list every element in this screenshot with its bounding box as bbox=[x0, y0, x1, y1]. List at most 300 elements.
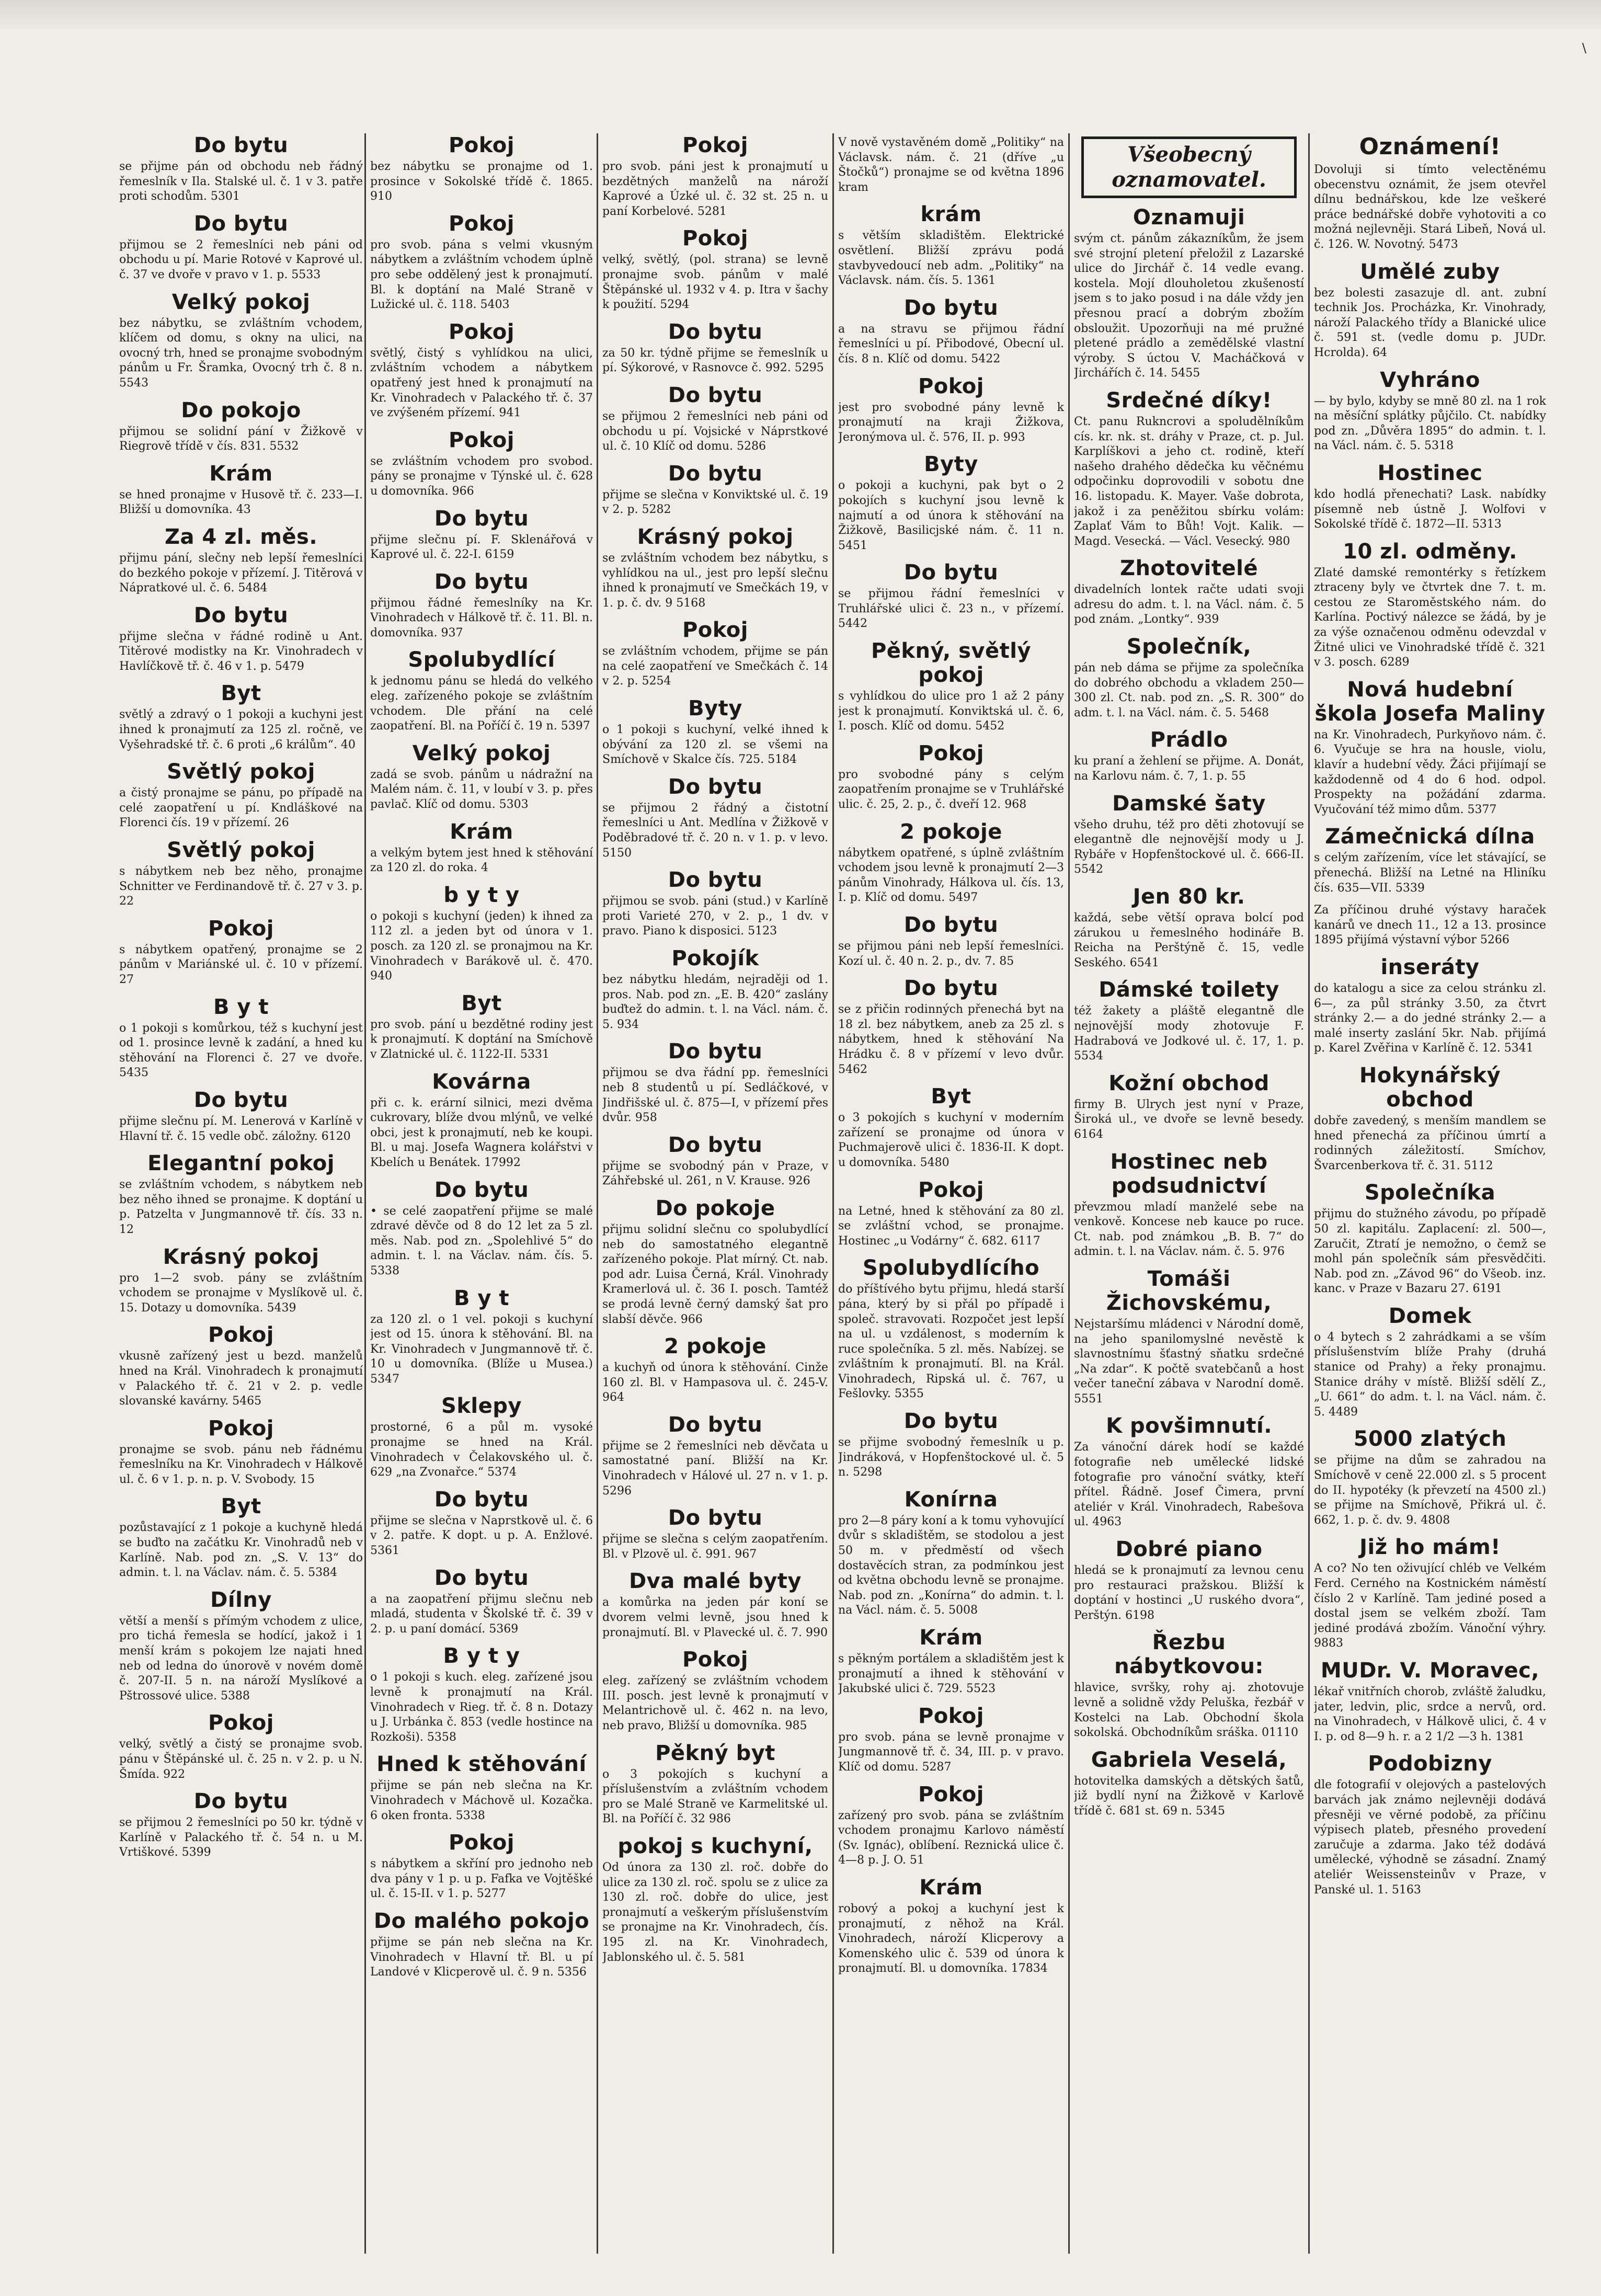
classified-ad bbox=[370, 212, 593, 313]
classified-ad bbox=[370, 320, 593, 421]
ad-heading: Vyhráno bbox=[1380, 368, 1480, 392]
ad-body: Za vánoční dárek hodí se každé fotografie neb umělecké lidské fotografie pro vánoční svátky, kteří přítel. Řádně. Josef Čimera, první ateliér v Král. Vinohradech, Rabešova ul. 4963 bbox=[1074, 1441, 1304, 1529]
ad-body: velký, světlý, (pol. strana) se levně pronajme svob. pánům v malé Štěpánské ul. 1932 v 4. p. Itra v šachy k použití. 5294 bbox=[602, 253, 828, 312]
ad-body: se přijme na dům se zahradou na Smíchově v ceně 22.000 zl. s 5 procent do II. hypotéky (k převzetí na 4500 zl.) se přijme na Smíchově, Přikrá ul. č. 662, 1. p. č. dv. 9. 4808 bbox=[1314, 1454, 1546, 1527]
ad-body: pán neb dáma se přijme za společníka do dobrého obchodu a vkladem 250—300 zl. Ct. nab. pod zn. „S. R. 300“ do adm. t. l. na Václ. nám. č. 5. 5468 bbox=[1074, 661, 1304, 719]
ad-body: a velkým bytem jest hned k stěhování za 120 zl. do roka. 4 bbox=[370, 846, 593, 875]
ad-body: bez nábytku se pronajme od 1. prosince v Sokolské třídě č. 1865. 910 bbox=[370, 160, 593, 203]
classified-ad bbox=[1074, 728, 1304, 784]
ad-body: též žakety a pláště elegantně dle nejnovější mody zhotovuje F. Hadrabová ve Jodkové ul. č. 17, 1. p. 5534 bbox=[1074, 1004, 1304, 1063]
ad-body: divadelních lontek račte udati svoji adresu do adm. t. l. na Václ. nám. č. 5 pod znám. „Lontky“. 939 bbox=[1074, 583, 1304, 626]
ad-body: se přijmou 2 řemeslníci po 50 kr. týdně v Karlíně v Palackého tř. č. 54 n. u M. Vrtiškové. 5399 bbox=[119, 1816, 363, 1859]
classified-ad bbox=[1074, 205, 1304, 381]
ad-heading: Spolubydlícího bbox=[862, 1256, 1040, 1281]
classified-ad bbox=[1314, 1659, 1546, 1744]
ad-heading: Byt bbox=[461, 991, 502, 1015]
classified-ad bbox=[1074, 978, 1304, 1064]
ad-heading: Pokoj bbox=[448, 1831, 514, 1855]
ad-heading: Dva malé byty bbox=[628, 1569, 802, 1594]
classified-ad bbox=[370, 1178, 593, 1279]
ad-body: s vyhlídkou do ulice pro 1 až 2 pány jest k pronajmutí. Konviktská ul. č. 6, I. posch. Klíč od domu. 5452 bbox=[838, 690, 1064, 733]
ad-heading: 10 zl. odměny. bbox=[1343, 539, 1517, 564]
ad-body: pro svob. pání u bezdětné rodiny jest k pronajmutí. K doptání na Smíchově v Zlatnické ul. č. 1122-II. 5331 bbox=[370, 1018, 593, 1061]
classified-ad bbox=[602, 696, 828, 768]
ad-body: do příštívého bytu přijmu, hledá starší pána, který by si přál po případě i společ. stravovati. Rozpočet jest lepší na ul. u vzdálenost, s moderním k ruce společníka. 5 zl. měs. Nabízej. se zvláštním k pronajmutí. Bl. na Král. Vinohradech, Ripská ul. č. 767, u Fešlovky. 5355 bbox=[838, 1283, 1064, 1401]
classified-ad bbox=[1314, 1427, 1546, 1528]
ad-body: pro 2—8 páry koní a k tomu vyhovující dvůr s skladištěm, se stodolou a jest 50 m. v předměstí od všech dostavěcích stran, za podmínkou jest od května obchodu levně se pronajme. Nab. pod zn. „Konírna“ do admin. t. l. na Václ. nám. č. 5. 5008 bbox=[838, 1514, 1064, 1617]
classified-ad bbox=[370, 1644, 593, 1745]
ad-heading: Pokojík bbox=[671, 946, 759, 970]
ad-heading: Elegantní pokoj bbox=[147, 1151, 335, 1176]
ad-body: ku praní a žehlení se přijme. A. Donát, na Karlovu nám. č. 7, 1. p. 55 bbox=[1074, 755, 1304, 783]
ad-heading: Do bytu bbox=[434, 506, 529, 531]
ad-heading: Do bytu bbox=[668, 774, 763, 799]
classified-ad bbox=[119, 1711, 363, 1782]
ad-body: a čistý pronajme se pánu, po případě na celé zaopatření u pí. Kndláškové na Florenci čís. 19 v přízemí. 26 bbox=[119, 786, 363, 830]
classified-ad bbox=[838, 561, 1064, 632]
ad-heading: Do bytu bbox=[434, 569, 529, 594]
classified-ad bbox=[602, 775, 828, 861]
classified-ad bbox=[838, 1704, 1064, 1775]
ad-heading: MUDr. V. Moravec, bbox=[1320, 1658, 1540, 1683]
ad-heading: Hostinec bbox=[1377, 461, 1483, 485]
column-5 bbox=[1074, 133, 1304, 2256]
ad-body: — by bylo, kdyby se mně 80 zl. na 1 rok na měsíční splátky půjčilo. Ct. nabídky pod zn. „Důvěra 1895“ do admin. t. l. na Václ. nám. č. 5. 5318 bbox=[1314, 394, 1546, 453]
ad-heading: Krám bbox=[919, 1875, 983, 1900]
ad-heading: Do bytu bbox=[193, 603, 289, 627]
ad-body: na Kr. Vinohradech, Purkyňovo nám. č. 6. Vyučuje se hra na housle, violu, klavír a hudební vědy. Žáci přijímají se každodenně od 4 do 6 hod. odpol. Prospekty na požádání zdarma. Vyučování též mimo dům. 5377 bbox=[1314, 728, 1546, 816]
ad-heading: Hostinec neb podsudnictví bbox=[1110, 1149, 1268, 1198]
ad-body: pro svob. páni jest k pronajmutí u bezdětných manželů na nároží Kaprové a Úzké ul. č. 32 st. 25 n. u paní Korbelové. 5281 bbox=[602, 160, 828, 218]
classified-ad bbox=[602, 226, 828, 312]
ad-body: • se celé zaopatření přijme se malé zdravé děvče od 8 do 12 let za 5 zl. měs. Nab. pod zn. „Spolehlivé 5“ do admin. t. l. na Václav. nám. čís. 5. 5338 bbox=[370, 1204, 593, 1277]
classified-ad bbox=[119, 838, 363, 909]
ad-heading: Dílny bbox=[210, 1587, 272, 1612]
ad-body: přijme se pán neb slečna na Kr. Vinohradech v Máchově ul. Kozačka. 6 oken fronta. 5338 bbox=[370, 1779, 593, 1822]
classified-ad bbox=[1314, 903, 1546, 948]
ad-body: Ct. panu Rukncrovi a spoludělníkům cís. kr. nk. st. dráhy v Praze, ct. p. Jul. Karplíškovi a jeho ct. rodině, kteří našeho drahého dědečka ku věčnému odpočinku doprovodili v sobotu dne 16. listopadu. K. Mayer. Vaše dobrota, jakož i za peněžitou sbírku volám: Zaplať Vám to Bůh! Vojt. Kalik. — Magd. Vesecká. — Václ. Vesecký. 980 bbox=[1074, 415, 1304, 548]
ad-heading: Do bytu bbox=[668, 1506, 763, 1530]
ad-heading: Pěkný, světlý pokoj bbox=[871, 639, 1032, 688]
ad-heading: Krám bbox=[209, 461, 273, 486]
ad-heading: krám bbox=[920, 202, 982, 227]
ad-heading: Do bytu bbox=[193, 1088, 289, 1112]
classified-ad bbox=[119, 525, 363, 596]
classified-ad bbox=[1314, 1064, 1546, 1173]
ad-body: se zvláštním vchodem bez nábytku, s vyhlídkou na ul., jest pro lepší slečnu ihned k pronajmutí ve Smečkách 19, v 1. p. č. dv. 9 5168 bbox=[602, 551, 828, 610]
ad-heading: Do bytu bbox=[904, 913, 999, 937]
ad-heading: Podobizny bbox=[1368, 1752, 1492, 1776]
ad-heading: 5000 zlatých bbox=[1353, 1427, 1507, 1452]
ad-body: k jednomu pánu se hledá do velkého eleg. zařízeného pokoje se zvláštním vchodem. Dle přání na celé zaopatření. Bl. na Poříčí č. 19 n. 5397 bbox=[370, 675, 593, 733]
ad-body: nábytkem opatřené, s úplně zvláštním vchodem jsou levně k pronajmutí 2—3 pánům Vinohrady, Hálkova ul. čís. 13, I. p. Klíč od domu. 5497 bbox=[838, 846, 1064, 905]
page-corner-mark: \ bbox=[1582, 41, 1586, 55]
classified-ad bbox=[602, 1040, 828, 1125]
ad-heading: Pokoj bbox=[918, 374, 984, 398]
ad-body: se zvláštním vchodem, přijme se pán na celé zaopatření ve Smečkách č. 14 v 2. p. 5254 bbox=[602, 645, 828, 688]
ad-body: všeho druhu, též pro děti zhotovují se elegantně dle nejnovější mody u J. Rybáře v Hopfenštockové ul. č. 666-II. 5542 bbox=[1074, 818, 1304, 876]
ad-body: a na zaopatření přijmu slečnu neb mladá, studenta v Školské tř. č. 39 v 2. p. u paní domácí. 5369 bbox=[370, 1592, 593, 1636]
classified-ad bbox=[370, 133, 593, 204]
column-2 bbox=[370, 133, 593, 2256]
classified-ad bbox=[370, 1909, 593, 1980]
ad-body: s celým zařízením, více let stávající, se přenechá. Bližší na Letné na Hliníku čís. 635—VII. 5339 bbox=[1314, 851, 1546, 895]
ad-heading: Nová hudební škola Josefa Maliny bbox=[1314, 677, 1546, 726]
ad-heading: Do bytu bbox=[668, 1133, 763, 1157]
ad-heading: Byty bbox=[924, 452, 978, 477]
ad-heading: b y t y bbox=[443, 883, 520, 907]
ad-heading: Pokoj bbox=[918, 741, 984, 766]
ad-body: převzmou mladí manželé sebe na venkově. Koncese neb kauce po ruce. Ct. nab. pod známkou „B. B. 7“ do admin. t. l. na Václav. nám. č. 5. 976 bbox=[1074, 1200, 1304, 1259]
ad-body: při c. k. erární silnici, mezi dvěma cukrovary, blíže dvou mlýnů, ve velké obci, jest k pronajmutí, neb ke koupi. Bl. u maj. Josefa Wagnera kolářstvi v Kbelích u Benátek. 17992 bbox=[370, 1096, 593, 1169]
ad-heading: Srdečné díky! bbox=[1106, 388, 1272, 413]
ad-heading: Pokoj bbox=[682, 226, 748, 251]
classified-ad bbox=[370, 570, 593, 641]
ad-body: se přijmou páni neb lepší řemeslníci. Kozí ul. č. 40 n. 2. p., dv. 7. 85 bbox=[838, 940, 1064, 968]
classified-ad bbox=[119, 1417, 363, 1488]
ad-heading: Krám bbox=[919, 1626, 983, 1650]
ad-body: o pokoji s kuchyní (jeden) k ihned za 112 zl. a jeden byt od února v 1. posch. za 120 zl. se pronajmou na Kr. Vinohradech v Barákově ul. č. 470. 940 bbox=[370, 909, 593, 983]
classified-ad bbox=[602, 1196, 828, 1327]
classified-ad bbox=[602, 1413, 828, 1499]
ad-body: hotovitelka damských a dětských šatů, již bydlí nyní na Žižkově v Karlově třídě č. 681 st. 69 n. 5345 bbox=[1074, 1774, 1304, 1818]
ad-body: přijmou se dva řádní pp. řemeslníci neb 8 studentů u pí. Sedláčkové, v Jindřišské ul. č. 875—I, v přízemí přes dvůr. 958 bbox=[602, 1066, 828, 1125]
ad-heading: Byt bbox=[221, 1494, 261, 1519]
ad-body: robový a pokoj a kuchyní jest k pronajmutí, z něhož na Král. Vinohradech, nároží Klicperovy a Komenského ulic č. 539 od února k pronajmutí. Bl. u domovníka. 17834 bbox=[838, 1902, 1064, 1975]
classified-ad bbox=[1314, 260, 1546, 361]
classified-ad bbox=[370, 883, 593, 984]
ad-heading: Za 4 zl. měs. bbox=[164, 524, 318, 549]
classified-ad bbox=[602, 462, 828, 518]
ad-body: pro svob. pána se levně pronajme v Jungmannově tř. č. 34, III. p. v pravo. Klíč od domu. 5287 bbox=[838, 1730, 1064, 1774]
ad-heading: Hned k stěhování bbox=[376, 1752, 587, 1777]
ad-heading: Byty bbox=[688, 696, 742, 721]
ad-heading: Tomáši Žichovskému, bbox=[1106, 1266, 1272, 1315]
classified-ad bbox=[370, 1488, 593, 1559]
ad-heading: Do bytu bbox=[668, 461, 763, 486]
classified-ad bbox=[838, 1409, 1064, 1480]
ad-body: zařízený pro svob. pána se zvláštním vchodem pronajmu Karlovo náměstí (Sv. Ignác), oblíbení. Reznická ulice č. 4—8 p. J. O. 51 bbox=[838, 1809, 1064, 1867]
classified-ad bbox=[838, 1256, 1064, 1402]
ad-body: s nábytkem a skříní pro jednoho neb dva pány v 1 p. u p. Fafka ve Vojtěšké ul. č. 15-II. v 1. p. 5277 bbox=[370, 1857, 593, 1901]
ad-body: vkusně zařízený jest u bezd. manželů hned na Král. Vinohradech k pronajmutí v Palackého tř. č. 21 v 2. p. vedle slovanské kavárny. 5465 bbox=[119, 1350, 363, 1408]
ad-body: přijme se pán neb slečna na Kr. Vinohradech v Hlavní tř. Bl. u pí Landové v Klicperově ul. č. 9 n. 5356 bbox=[370, 1935, 593, 1979]
ad-heading: inseráty bbox=[1380, 955, 1480, 979]
ad-heading: Hokynářský obchod bbox=[1359, 1063, 1501, 1112]
ad-body: dobře zavedený, s menším mandlem se hned přenechá za příčinou úmrtí a rodinných záležitostí. Smíchov, Švarcenberkova tř. č. 31. 5112 bbox=[1314, 1114, 1546, 1172]
ad-body: přijme slečna v řádné rodině u Ant. Titěrové modistky na Kr. Vinohradech v Havlíčkově tř. č. 46 v 1. p. 5479 bbox=[119, 630, 363, 673]
ad-body: přijme slečnu pí. F. Sklenářová v Kaprové ul. č. 22-I. 6159 bbox=[370, 533, 593, 562]
classified-ad bbox=[119, 1494, 363, 1580]
ad-heading: Velký pokoj bbox=[171, 290, 311, 314]
classified-ad bbox=[370, 1566, 593, 1637]
ad-body: hlavice, svršky, rohy aj. zhotovuje levně a solidně vždy Peluška, řezbář v Kostelci na Lab. Obchodní škola sokolská. Obchodníkům sráška. 01110 bbox=[1074, 1681, 1304, 1740]
ad-heading: Do bytu bbox=[668, 319, 763, 344]
ad-heading: Jen 80 kr. bbox=[1133, 885, 1245, 909]
classified-ad bbox=[838, 202, 1064, 288]
ad-heading: Do bytu bbox=[434, 1178, 529, 1202]
ad-heading: Prádlo bbox=[1150, 728, 1228, 752]
ad-body: eleg. zařízený se zvláštním vchodem III. posch. jest levně k pronajmutí v Melantrichově ul. č. 462 n. na levo, neb pravo, Bližší u domovníka. 985 bbox=[602, 1674, 828, 1732]
ad-heading: Společník, bbox=[1126, 635, 1252, 659]
classified-ad bbox=[1314, 133, 1546, 253]
ad-heading: Do bytu bbox=[904, 295, 999, 320]
classified-ad bbox=[838, 741, 1064, 813]
ad-heading: Do bytu bbox=[668, 868, 763, 893]
classified-ad bbox=[1074, 1748, 1304, 1819]
ad-heading: Spolubydlící bbox=[408, 648, 555, 672]
ad-body: se přijme pán od obchodu neb řádný řemeslník v Ila. Stalské ul. č. 1 v 3. patře proti schodům. 5301 bbox=[119, 160, 363, 203]
ad-heading: Do bytu bbox=[904, 561, 999, 585]
classified-ad bbox=[838, 976, 1064, 1077]
classified-ad bbox=[1074, 792, 1304, 877]
ad-heading: Krám bbox=[450, 819, 513, 844]
classified-ad bbox=[119, 760, 363, 831]
ad-heading: Do malého pokojo bbox=[373, 1909, 590, 1933]
ad-heading: Do bytu bbox=[668, 383, 763, 407]
ad-heading: Pěkný byt bbox=[655, 1741, 775, 1765]
classified-ad bbox=[119, 995, 363, 1081]
classified-ad bbox=[838, 452, 1064, 553]
ad-heading: 2 pokoje bbox=[664, 1334, 767, 1359]
ad-body: V nově vystavěném domě „Politiky“ na Václavsk. nám. č. 21 (dříve „u Štočků“) pronajme se od května 1896 kram bbox=[838, 136, 1064, 194]
ad-heading: Do bytu bbox=[434, 1487, 529, 1512]
ad-heading: Do pokojo bbox=[181, 398, 301, 422]
ad-body: hledá se k pronajmutí za levnou cenu pro restauraci pražskou. Bližší k doptání v hostinci „U ruského dvora“, Perštýn. 6198 bbox=[1074, 1564, 1304, 1622]
ad-heading: Do bytu bbox=[434, 1566, 529, 1590]
classified-ad bbox=[1314, 461, 1546, 532]
classified-ad bbox=[1314, 1752, 1546, 1898]
ad-body: lékař vnitřních chorob, zvláště žaludku, jater, ledvin, plic, srdce a nervů, ord. na Vinohradech, v Hálkově ulici, č. 4 v I. p. od 8—9 h. r. a 2 1/2 —3 h. 1381 bbox=[1314, 1685, 1546, 1743]
ad-heading: Damské šaty bbox=[1112, 791, 1266, 816]
ad-heading: pokoj s kuchyní, bbox=[617, 1834, 813, 1858]
classified-ad bbox=[370, 428, 593, 499]
classified-ad bbox=[1314, 368, 1546, 454]
ad-body: pro svobodné pány s celým zaopatřením pronajme se v Truhlářské ulic. č. 25, 2. p., č. dveří 12. 968 bbox=[838, 768, 1064, 812]
classified-ad bbox=[119, 681, 363, 752]
ad-heading: Dobré piano bbox=[1115, 1537, 1263, 1562]
classified-ad bbox=[119, 462, 363, 518]
classified-ad bbox=[602, 383, 828, 454]
ad-body: velký, světlý a čistý se pronajme svob. pánu v Štěpánské ul. č. 25 n. v 2. p. u N. Šmída. 922 bbox=[119, 1738, 363, 1781]
ad-body: Od února za 130 zl. roč. dobře do ulice za 130 zl. roč. spolu se z ulice za 130 zl. roč. dobře do ulice, jest pronajmutí a veškerým příslušenstvím se pronajme na Kr. Vinohradech, čís. 195 zl. na Kr. Vinohradech, Jablonského ul. č. 5. 581 bbox=[602, 1860, 828, 1964]
classified-ad bbox=[602, 618, 828, 689]
ad-heading: Světlý pokoj bbox=[167, 760, 315, 784]
ad-heading: Pokoj bbox=[448, 133, 514, 157]
ad-body: světlý, čistý s vyhlídkou na ulici, zvláštním vchodem a nábytkem opatřený jest hned k pronajmutí na Kr. Vinohradech v Palackého tř. č. 37 ve zvýšeném přízemí. 941 bbox=[370, 346, 593, 420]
ad-heading: Pokoj bbox=[448, 428, 514, 452]
classified-ad bbox=[602, 1741, 828, 1827]
ad-heading: Krásný pokoj bbox=[637, 524, 794, 549]
ad-heading: Pokoj bbox=[682, 618, 748, 643]
classified-ad bbox=[1314, 1304, 1546, 1420]
ad-heading: Byt bbox=[221, 681, 261, 706]
ad-body: a kuchyň od února k stěhování. Cinže 160 zl. Bl. v Hampasova ul. č. 245-V. 964 bbox=[602, 1361, 828, 1404]
ad-heading: Byt bbox=[931, 1084, 971, 1109]
classified-ad bbox=[119, 398, 363, 454]
classified-ad bbox=[1314, 1181, 1546, 1297]
ad-body: s nábytkem neb bez něho, pronajme Schnitter ve Ferdinandově tř. č. 27 v 3. p. 22 bbox=[119, 865, 363, 908]
ad-heading: Velký pokoj bbox=[412, 741, 551, 766]
classified-ad bbox=[1314, 1535, 1546, 1651]
classified-ad bbox=[1074, 885, 1304, 970]
classified-ad bbox=[602, 1648, 828, 1733]
ad-body: přijme se svobodný pán v Praze, v Záhřebské ul. 261, n V. Krause. 926 bbox=[602, 1159, 828, 1188]
section-banner: Všeobecný oznamovatel. bbox=[1081, 136, 1297, 198]
column-rule bbox=[597, 133, 598, 2254]
ad-heading: Umělé zuby bbox=[1360, 259, 1500, 284]
ad-heading: Kožní obchod bbox=[1108, 1071, 1270, 1095]
ad-heading: Pokoj bbox=[208, 916, 274, 941]
classified-ad bbox=[370, 648, 593, 734]
ad-heading: Do bytu bbox=[193, 211, 289, 236]
ad-body: A co? No ten oživující chléb ve Velkém Ferd. Cerného na Kostnickém náměstí číslo 2 v Karlíně. Tam jediné posed a dostal jsem se velkém zboží. Tam jediné prodává zbožím. Vánoční výhry. 9883 bbox=[1314, 1562, 1546, 1650]
ad-heading: Pokoj bbox=[682, 1648, 748, 1672]
ad-body: s větším skladištěm. Elektrické osvětlení. Bližší zprávu podá stavbyvedoucí neb adm. „Politiky“ na Václavsk. nám. čís. 5. 1361 bbox=[838, 229, 1064, 288]
ad-heading: Domek bbox=[1388, 1304, 1472, 1328]
classified-ad bbox=[838, 913, 1064, 969]
classified-ad bbox=[1314, 955, 1546, 1056]
ad-body: firmy B. Ulrych jest nyní v Praze, Široká ul., ve dvoře se levně besedy. 6164 bbox=[1074, 1098, 1304, 1141]
ad-body: se přijmou 2 řemeslníci neb páni od obchodu u pí. Vojsické v Náprstkové ul. č. 10 Klíč od domu. 5286 bbox=[602, 409, 828, 453]
ad-body: se přijmou řádní řemeslníci v Truhlářské ulici č. 23 n., v přízemí. 5442 bbox=[838, 587, 1064, 631]
ad-body: o 1 pokoji s komůrkou, též s kuchyní jest od 1. prosince levně k zadání, a hned ku stěhování na Florenci č. 27 ve dvoře. 5435 bbox=[119, 1021, 363, 1080]
classified-ad bbox=[1074, 1630, 1304, 1740]
ad-body: větší a menší s přímým vchodem z ulice, pro tichá řemesla se hodící, jakož i 1 menší krám s pokojem lze najati hned neb od ledna do únorově v novém domě č. 207-II. 5 n. na nároží Myslíkové a Pštrossové ulice. 5388 bbox=[119, 1614, 363, 1703]
ad-heading: Do bytu bbox=[904, 976, 999, 1001]
ad-body: přijmou se solidní pání v Žižkově v Riegrově třídě v čís. 831. 5532 bbox=[119, 425, 363, 453]
classified-ad bbox=[370, 820, 593, 876]
classified-ad bbox=[1074, 635, 1304, 721]
ad-body: bez bolesti zasazuje dl. ant. zubní technik Jos. Procházka, Kr. Vinohrady, nároží Palackého třídy a Blanické ulice č. 591 st. (vedle domu p. JUDr. Hcrolda). 64 bbox=[1314, 286, 1546, 359]
classified-ad bbox=[602, 868, 828, 939]
classified-ad bbox=[119, 1151, 363, 1237]
column-rule bbox=[1308, 133, 1310, 2254]
ad-heading: Krásný pokoj bbox=[163, 1244, 319, 1269]
classified-ad bbox=[370, 991, 593, 1063]
classified-ad bbox=[370, 1286, 593, 1387]
ad-body: se z přičin rodinných přenechá byt na 18 zl. bez nábytkem, aneb za 25 zl. s nábytkem, hned k stěhování Na Hrádku č. 8 v přízemí v levo dvůr. 5462 bbox=[838, 1003, 1064, 1076]
ad-body: přijme se slečna v Naprstkově ul. č. 6 v 2. patře. K dopt. u p. A. Enžlové. 5361 bbox=[370, 1514, 593, 1558]
ad-body: přijmou řádné řemeslníky na Kr. Vinohradech v Hálkově tř. č. 11. Bl. n. domovníka. 937 bbox=[370, 596, 593, 639]
classified-ad bbox=[602, 946, 828, 1032]
classified-ad bbox=[119, 212, 363, 283]
ad-body: do katalogu a sice za celou stránku zl. 6—, za půl stránky 3.50, za čtvrt stránky 2.— a do jedné stránky 2.— a malé inserty zaslání 5kr. Nab. přijímá p. Karel Zvěřina v Karlíně č. 12. 5341 bbox=[1314, 981, 1546, 1055]
classified-ad bbox=[119, 1789, 363, 1860]
ad-heading: Sklepy bbox=[441, 1394, 522, 1419]
classified-ad bbox=[1314, 825, 1546, 896]
ad-heading: Oznámení! bbox=[1359, 133, 1501, 160]
ad-heading: Pokoj bbox=[918, 1782, 984, 1807]
classified-ad bbox=[370, 1831, 593, 1902]
ad-body: Za příčinou druhé výstavy haraček kanárů ve dnech 11., 12 a 13. prosince 1895 přijímá výstavní výbor 5266 bbox=[1314, 904, 1546, 947]
classified-ad bbox=[838, 1626, 1064, 1697]
column-rule bbox=[832, 133, 834, 2254]
classified-ad bbox=[1074, 136, 1304, 198]
column-rule bbox=[364, 133, 366, 2254]
classified-ad bbox=[602, 1569, 828, 1640]
ad-heading: Pokoj bbox=[918, 1704, 984, 1728]
ad-body: o 1 pokoji s kuchyní, velké ihned k obývání za 120 zl. se všemi na Smíchově v Skalce čís. 725. 5184 bbox=[602, 723, 828, 767]
ad-heading: K povšimnutí. bbox=[1106, 1414, 1272, 1438]
ad-body: pozůstavající z 1 pokoje a kuchyně hledá se buďto na začátku Kr. Vinohradů neb v Karlíně. Nab. pod zn. „S. V. 13“ do admin. t. l. na Václav. nám. č. 5. 5384 bbox=[119, 1521, 363, 1580]
column-rule bbox=[1068, 133, 1070, 2254]
ad-body: přijme se slečna v Konviktské ul. č. 19 v 2. p. 5282 bbox=[602, 488, 828, 517]
ad-body: o 3 pokojích s kuchyní a příslušenstvím a zvláštním vchodem pro se Malé Straně ve Karmelitské ul. Bl. na Poříčí č. 32 986 bbox=[602, 1767, 828, 1826]
ad-body: svým ct. pánům zákazníkům, že jsem své strojní pletení přeložil z Lazarské ulice do Jirchář č. 14 vedle evang. kostela. Mojí dlouholetou zkušeností jsem s to jako posud i na dále vždy jen přesnou prací a dobrým zbožím obsloužit. Upozorňuji na mé pružné pletené prádlo a zemědělské vlastní výroby. S úctou V. Macháčková v Jirchářích č. 14. 5455 bbox=[1074, 232, 1304, 380]
classified-ad bbox=[1074, 1414, 1304, 1530]
ad-body: přijme se slečna s celým zaopatřením. Bl. v Plzově ul. č. 991. 967 bbox=[602, 1533, 828, 1561]
ad-heading: Řezbu nábytkovou: bbox=[1114, 1630, 1264, 1679]
ad-heading: B y t bbox=[213, 995, 269, 1019]
ad-heading: Oznamuji bbox=[1133, 205, 1245, 230]
ad-heading: Do bytu bbox=[193, 133, 289, 157]
ad-heading: Pokoj bbox=[208, 1416, 274, 1441]
classified-ad bbox=[1074, 1537, 1304, 1623]
ad-heading: Kovárna bbox=[432, 1069, 531, 1094]
ad-body: o 4 bytech s 2 zahrádkami a se vším příslušenstvím blíže Prahy (druhá stanice od Prahy) a řeky pronajmu. Stanice dráhy v místě. Bližší sdělí Z., „U. 661“ do adm. t. l. na Václ. nám. č. 5. 4489 bbox=[1314, 1330, 1546, 1419]
ad-heading: Pokoj bbox=[208, 1323, 274, 1347]
ad-body: přijme se 2 řemeslníci neb děvčata u samostatné paní. Bližší na Kr. Vinohradech v Hálové ul. 27 n. v 1. p. 5296 bbox=[602, 1439, 828, 1498]
classified-ad bbox=[370, 741, 593, 813]
ad-body: za 50 kr. týdně přijme se řemeslník u pí. Sýkorové, v Rasnovce č. 992. 5295 bbox=[602, 346, 828, 375]
ad-body: jest pro svobodné pány levně k pronajmutí na kraji Žižkova, Jeronýmova ul. č. 576, II. p. 993 bbox=[838, 401, 1064, 444]
classified-ad bbox=[119, 1088, 363, 1144]
ad-heading: B y t y bbox=[443, 1644, 520, 1669]
classified-ad bbox=[602, 1506, 828, 1562]
classified-ad bbox=[119, 1588, 363, 1704]
column-3 bbox=[602, 133, 828, 2256]
ad-body: přijmu solidní slečnu co spolubydlící neb do samostatného elegantně zařízeného pokoje. Plat mírný. Ct. nab. pod adr. Luisa Černá, Král. Vinohrady Kramerlová ul. č. 36 I. posch. Tamtéž se prodá levně černý damský šat pro slabší děvče. 966 bbox=[602, 1223, 828, 1326]
classified-ad bbox=[1074, 1150, 1304, 1260]
classified-ad bbox=[119, 917, 363, 988]
classified-ad bbox=[119, 290, 363, 391]
ad-body: bez nábytku, se zvláštním vchodem, klíčem od domu, s okny na ulici, na ovocný trh, hned se pronajme svobodným pánům u Fr. Šramka, Ovocný trh č. 8 n. 5543 bbox=[119, 316, 363, 390]
ad-heading: Dámské toilety bbox=[1099, 978, 1279, 1002]
classified-ad bbox=[119, 1245, 363, 1316]
ad-body: světlý a zdravý o 1 pokoji a kuchyni jest ihned k pronajmutí za 125 zl. ročně, ve Vyšehradské tř. č. 6 proti „6 králům“. 40 bbox=[119, 708, 363, 751]
classified-ad bbox=[1074, 1071, 1304, 1143]
ad-body: každá, sebe větší oprava bolcí pod zárukou u řemeslného hodináře B. Reicha na Perštýně č. 15, vedle Seského. 6541 bbox=[1074, 911, 1304, 969]
ad-heading: Do bytu bbox=[193, 1789, 289, 1814]
ad-heading: Zhotovitelé bbox=[1120, 556, 1258, 581]
ad-heading: Pokoj bbox=[448, 319, 514, 344]
ad-heading: B y t bbox=[453, 1286, 510, 1310]
classified-ad bbox=[370, 1752, 593, 1823]
ad-body: pro 1—2 svob. pány se zvláštním vchodem se pronajme v Myslíkově ul. č. 15. Dotazy u domovníka. 5439 bbox=[119, 1271, 363, 1315]
classified-ad bbox=[119, 1323, 363, 1409]
ad-body: a komůrka na jeden pár koní se dvorem velmi levně, jsou hned k pronajmutí. Bl. v Plavecké ul. č. 7. 990 bbox=[602, 1596, 828, 1639]
classified-ad bbox=[838, 1084, 1064, 1170]
classified-ad bbox=[1314, 540, 1546, 670]
ad-body: Nejstaršímu mládenci v Národní domě, na jeho spanilomyslné nevěstě k slavnostnímu šťastný sňatku srdečné „Na zdar“. K počtě svatebčanů a host večer taneční zábava v Narodní domě. 5551 bbox=[1074, 1317, 1304, 1406]
classified-ad bbox=[602, 1334, 828, 1406]
ad-body: se přijmou 2 řádný a čistotní řemeslníci u Ant. Medlína v Žižkově v Poděbradové tř. č. 20 n. v 1. p. v levo. 5150 bbox=[602, 801, 828, 860]
ad-body: dle fotografií v olejových a pastelových barvách jak známo nejlevněji dodává přesněji ve věrné podobě, za příčinu výpisech plateb, přesného provedení zaručuje a zdarma. Jako též dodává umělecké, výhodně se zásadní. Znamý ateliér Weissensteinův v Praze, v Panské ul. 1. 5163 bbox=[1314, 1778, 1546, 1897]
ad-heading: Zámečnická dílna bbox=[1325, 825, 1535, 849]
column-1 bbox=[119, 133, 363, 2256]
ad-body: kdo hodlá přenechati? Lask. nabídky písemně neb ústně J. Wolfovi v Sokolské třídě č. 1872—II. 5313 bbox=[1314, 487, 1546, 531]
column-4 bbox=[838, 133, 1064, 2256]
ad-body: pronajme se svob. pánu neb řádnému řemeslníku na Kr. Vinohradech v Hálkově ul. č. 6 v 1. p. n. p. V. Svobody. 15 bbox=[119, 1443, 363, 1486]
ad-body: s pěkným portálem a skladištěm jest k pronajmutí a ihned k stěhování v Jakubské ulici č. 729. 5523 bbox=[838, 1652, 1064, 1696]
ad-body: o 1 pokoji s kuch. eleg. zařízené jsou levně k pronajmutí na Král. Vinohradech v Rieg. tř. č. 8 n. Dotazy u J. Urbánka č. 853 (vedle hostince na Rozkoši). 5358 bbox=[370, 1671, 593, 1744]
ad-body: bez nábytku hledám, nejraději od 1. pros. Nab. pod zn. „E. B. 420“ zaslány buďtež do admin. t. l. na Václ. nám. č. 5. 934 bbox=[602, 973, 828, 1031]
column-6 bbox=[1314, 133, 1546, 2256]
classified-ad bbox=[838, 1488, 1064, 1618]
ad-body: prostorné, 6 a půl m. vysoké pronajme se hned na Král. Vinohradech v Čelakovského ul. č. 629 „na Zvonařce.“ 5374 bbox=[370, 1421, 593, 1479]
ad-heading: Pokoj bbox=[208, 1711, 274, 1735]
